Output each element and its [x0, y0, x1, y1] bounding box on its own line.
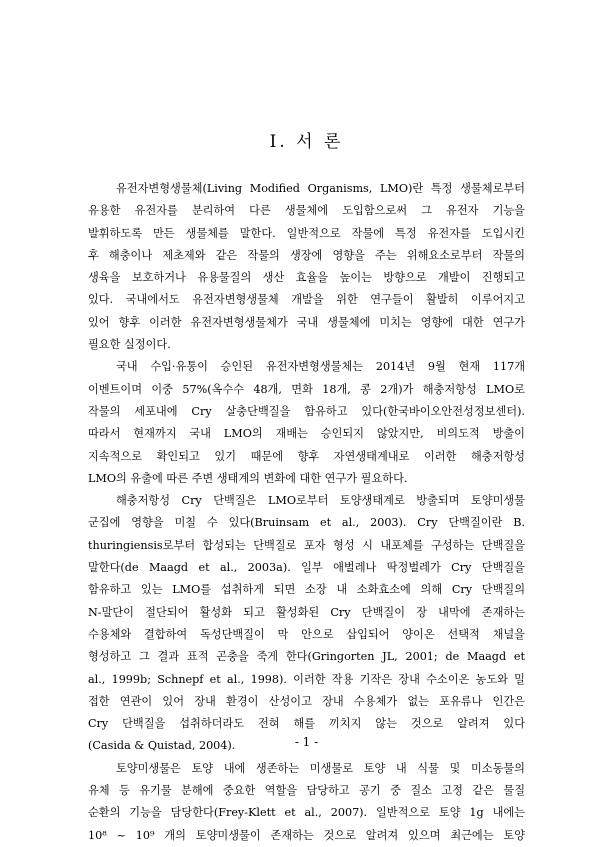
text-line: al., 1999b; Schnepf et al., 1998). 이러한 작용 기작은 장내 수소이온 농도와 밀: [88, 672, 525, 686]
text-line: 발휘하도록 만든 생물체를 말한다. 일반적으로 작물에 특정 유전자를 도입시킨: [88, 226, 525, 240]
text-line: 이벤트이며 이중 57%(옥수수 48개, 면화 18개, 콩 2개)가 해충저항성 LMO로: [88, 382, 525, 396]
text-line: 토양미생물은 토양 내에 생존하는 미생물로 토양 내 식물 및 미소동물의: [116, 761, 525, 775]
text-line: 말한다(de Maagd et al., 2003a). 일부 애벌레나 딱정벌레가 Cry 단백질을: [88, 561, 525, 575]
text-line: 후 해충이나 제초제와 같은 작물의 생장에 영향을 주는 위해요소로부터 작물의: [88, 248, 525, 262]
text-line: LMO의 유출에 따른 주변 생태계의 변화에 대한 연구가 필요하다.: [88, 471, 408, 485]
text-line: 작물의 세포내에 Cry 살충단백질을 함유하고 있다(한국바이오안전성정보센터).: [88, 404, 525, 418]
paragraph-3: [88, 490, 525, 758]
text-line: (Casida & Quistad, 2004).: [88, 739, 236, 753]
text-line: Cry 단백질을 섭취하더라도 전혀 해를 끼치지 않는 것으로 알려져 있다: [88, 717, 525, 731]
text-line: 10⁸ ~ 10⁹ 개의 토양미생물이 존재하는 것으로 알려져 있으며 최근에는 토양: [88, 828, 525, 842]
text-line: 함유하고 있는 LMO를 섭취하게 되면 소장 내 소화효소에 의해 Cry 단백질의: [88, 583, 525, 597]
text-line: 유전자변형생물체(Living Modified Organisms, LMO)란 특정 생물체로부터: [116, 182, 525, 195]
section-title: Ⅰ. 서 론: [269, 132, 344, 152]
text-line: 필요한 실정이다.: [88, 338, 171, 352]
text-line: 접한 연관이 있어 장내 환경이 산성이고 장내 수용체가 없는 포유류나 인간은: [88, 694, 525, 708]
text-line: 군집에 영향을 미칠 수 있다(Bruinsam et al., 2003). Cry 단백질이란 B.: [88, 516, 525, 530]
text-line: 있어 향후 이러한 유전자변형생물체가 국내 생물체에 미치는 영향에 대한 연구가: [88, 315, 525, 329]
paragraph-2: [88, 356, 525, 490]
text-line: 국내 수입·유통이 승인된 유전자변형생물체는 2014년 9월 현재 117개: [116, 360, 525, 374]
text-line: N-말단이 절단되어 활성화 되고 활성화된 Cry 단백질이 장 내막에 존재하는: [88, 605, 525, 619]
text-line: 생육을 보호하거나 유용물질의 생산 효율을 높이는 방향으로 개발이 진행되고: [88, 271, 525, 285]
text-line: 수용체와 결합하여 독성단백질이 막 안으로 삽입되어 양이온 선택적 채널을: [88, 627, 525, 641]
text-line: thuringiensis로부터 합성되는 단백질로 포자 형성 시 내포체를 구성하는 단백질을: [88, 538, 525, 552]
text-line: 유체 등 유기물 분해에 중요한 역할을 담당하고 공기 중 질소 고정 같은 물질: [88, 784, 525, 798]
paragraph-4: [88, 758, 525, 847]
text-line: 형성하고 그 결과 표적 곤충을 죽게 한다(Gringorten JL, 2001; de Maagd et: [88, 650, 525, 664]
page-number: - 1 -: [294, 735, 319, 749]
paragraph-1: [88, 178, 525, 356]
text-line: 지속적으로 확인되고 있기 때문에 향후 자연생태계내로 이러한 해충저항성: [88, 449, 525, 463]
text-line: 순환의 기능을 담당한다(Frey-Klett et al., 2007). 일반적으로 토양 1g 내에는: [88, 806, 525, 820]
text-line: 따라서 현재까지 국내 LMO의 재배는 승인되지 않았지만, 비의도적 방출이: [88, 427, 525, 441]
text-line: 유용한 유전자를 분리하여 다른 생물체에 도입함으로써 그 유전자 기능을: [88, 204, 525, 218]
text-line: 있다. 국내에서도 유전자변형생물체 개발을 위한 연구들이 활발히 이루어지고: [88, 293, 525, 307]
text-line: 해충저항성 Cry 단백질은 LMO로부터 토양생태계로 방출되며 토양미생물: [116, 494, 525, 508]
